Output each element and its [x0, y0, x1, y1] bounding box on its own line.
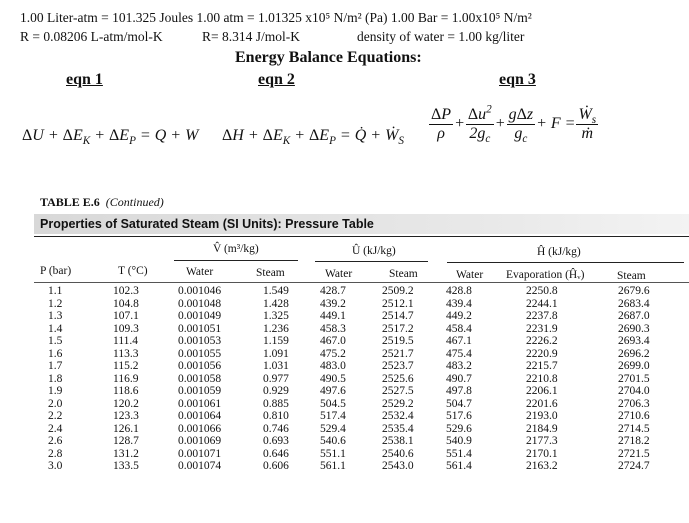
col-header-v-water: Water — [186, 266, 214, 278]
table-title: Properties of Saturated Steam (SI Units): Pressure Table — [40, 217, 374, 231]
cell-h-evaporation: 2244.1 — [526, 297, 558, 310]
cell-v-steam: 0.693 — [263, 435, 289, 447]
cell-v-water: 0.001048 — [178, 297, 222, 310]
cell-h-evaporation: 2206.1 — [526, 385, 558, 397]
cell-v-water: 0.001069 — [178, 435, 222, 447]
table-row — [48, 460, 668, 473]
cell-temperature: 109.3 — [113, 322, 139, 335]
cell-pressure: 1.1 — [48, 285, 63, 297]
cell-temperature: 126.1 — [113, 422, 139, 435]
table-row — [48, 285, 668, 298]
cell-v-water: 0.001046 — [178, 285, 222, 297]
cell-h-steam: 2721.5 — [618, 447, 650, 460]
cell-h-evaporation: 2210.8 — [526, 372, 558, 385]
cell-u-water: 540.6 — [320, 435, 346, 447]
cell-h-water: 517.6 — [446, 410, 472, 422]
unit-conversions-line: 1.00 Liter-atm = 101.325 Joules 1.00 atm = 1.01325 x10⁵ N/m² (Pa) 1.00 Bar = 1.00x10⁵ N/m² — [20, 10, 532, 25]
col-header-h-water: Water — [456, 269, 484, 281]
cell-h-evaporation: 2184.9 — [526, 422, 558, 435]
cell-temperature: 116.9 — [113, 372, 139, 385]
cell-h-steam: 2696.2 — [618, 347, 650, 360]
cell-v-water: 0.001053 — [178, 335, 222, 347]
cell-u-steam: 2523.7 — [382, 360, 414, 372]
cell-h-evaporation: 2215.7 — [526, 360, 558, 372]
cell-h-steam: 2710.6 — [618, 410, 650, 422]
cell-v-water: 0.001058 — [178, 372, 222, 385]
table-number-text: TABLE E.6 — [40, 195, 100, 209]
cell-v-water: 0.001049 — [178, 310, 222, 322]
cell-v-water: 0.001055 — [178, 347, 222, 360]
cell-h-water: 490.7 — [446, 372, 472, 385]
col-header-pressure: P (bar) — [40, 265, 72, 277]
cell-u-steam: 2543.0 — [382, 460, 414, 472]
table-continued: (Continued) — [105, 195, 164, 209]
cell-h-steam: 2718.2 — [618, 435, 650, 447]
cell-pressure: 1.5 — [48, 335, 63, 347]
col-header-h-steam: Steam — [617, 270, 646, 282]
cell-h-steam: 2687.0 — [618, 310, 650, 322]
cell-h-evaporation: 2201.6 — [526, 397, 558, 410]
cell-temperature: 128.7 — [113, 435, 139, 447]
table-row — [48, 335, 668, 348]
cell-h-steam: 2724.7 — [618, 460, 650, 472]
header-internal-energy: Û (kJ/kg) — [352, 245, 396, 257]
cell-h-water: 561.4 — [446, 460, 472, 472]
cell-h-steam: 2693.4 — [618, 335, 650, 347]
cell-u-water: 529.4 — [320, 422, 346, 435]
cell-temperature: 131.2 — [113, 447, 139, 460]
cell-u-steam: 2519.5 — [382, 335, 414, 347]
cell-v-water: 0.001059 — [178, 385, 222, 397]
cell-h-evaporation: 2163.2 — [526, 460, 558, 472]
cell-v-water: 0.001061 — [178, 397, 222, 410]
eqn1-label: eqn 1 — [66, 71, 103, 88]
col-header-temperature: T (°C) — [118, 265, 148, 277]
gas-constant-jmol: R= 8.314 J/mol-K — [202, 29, 300, 44]
cell-temperature: 123.3 — [113, 410, 139, 422]
eqn3-label: eqn 3 — [499, 71, 536, 88]
cell-temperature: 111.4 — [113, 335, 139, 347]
cell-h-steam: 2701.5 — [618, 372, 650, 385]
cell-pressure: 1.3 — [48, 310, 63, 322]
cell-temperature: 133.5 — [113, 460, 139, 472]
cell-v-water: 0.001056 — [178, 360, 222, 372]
cell-u-water: 517.4 — [320, 410, 346, 422]
cell-u-steam: 2540.6 — [382, 447, 414, 460]
cell-u-steam: 2525.6 — [382, 372, 414, 385]
cell-h-water: 428.8 — [446, 285, 472, 297]
cell-u-steam: 2521.7 — [382, 347, 414, 360]
cell-pressure: 2.0 — [48, 397, 63, 410]
cell-h-evaporation: 2177.3 — [526, 435, 558, 447]
cell-u-water: 458.3 — [320, 322, 346, 335]
equation-1: $\Delta U + \Delta E_K + \Delta E_P = Q + W$ — [22, 127, 199, 148]
cell-h-evaporation: 2231.9 — [526, 322, 558, 335]
cell-h-evaporation: 2250.8 — [526, 285, 558, 297]
table-row — [48, 310, 668, 323]
cell-u-water: 483.0 — [320, 360, 346, 372]
cell-v-steam: 0.646 — [263, 447, 289, 460]
table-row — [48, 398, 668, 411]
cell-u-steam: 2527.5 — [382, 385, 414, 397]
cell-pressure: 2.8 — [48, 447, 63, 460]
cell-h-evaporation: 2237.8 — [526, 310, 558, 322]
eqn2-label: eqn 2 — [258, 71, 295, 88]
cell-u-water: 449.1 — [320, 310, 346, 322]
cell-pressure: 1.2 — [48, 297, 63, 310]
cell-h-water: 449.2 — [446, 310, 472, 322]
cell-h-water: 475.4 — [446, 347, 472, 360]
cell-pressure: 1.6 — [48, 347, 63, 360]
col-header-u-steam: Steam — [389, 268, 418, 280]
cell-v-steam: 1.031 — [263, 360, 289, 372]
col-header-h-evaporation: Evaporation (Ĥᵥ) — [506, 269, 585, 281]
cell-pressure: 3.0 — [48, 460, 63, 472]
cell-u-steam: 2535.4 — [382, 422, 414, 435]
table-row — [48, 348, 668, 361]
cell-h-steam: 2714.5 — [618, 422, 650, 435]
cell-v-water: 0.001064 — [178, 410, 222, 422]
enthalpy-group-rule — [447, 262, 684, 263]
cell-h-water: 458.4 — [446, 322, 472, 335]
cell-u-water: 439.2 — [320, 297, 346, 310]
cell-h-water: 540.9 — [446, 435, 472, 447]
volume-group-rule — [174, 260, 298, 261]
cell-h-water: 529.6 — [446, 422, 472, 435]
cell-u-steam: 2514.7 — [382, 310, 414, 322]
equation-2: $\Delta H + \Delta E_K + \Delta E_P$ = Q̇ + $Ẇ_S$ — [222, 127, 404, 148]
cell-v-steam: 0.746 — [263, 422, 289, 435]
table-row — [48, 448, 668, 461]
cell-v-steam: 1.159 — [263, 335, 289, 347]
cell-v-steam: 1.549 — [263, 285, 289, 297]
cell-u-water: 490.5 — [320, 372, 346, 385]
cell-v-steam: 1.325 — [263, 310, 289, 322]
header-volume: V̂ (m³/kg) — [213, 243, 259, 255]
table-row — [48, 298, 668, 311]
cell-h-water: 497.8 — [446, 385, 472, 397]
cell-pressure: 1.8 — [48, 372, 63, 385]
cell-u-water: 561.1 — [320, 460, 346, 472]
header-bottom-rule — [34, 282, 689, 283]
steam-table — [48, 285, 668, 473]
cell-v-steam: 0.885 — [263, 397, 289, 410]
cell-u-water: 497.6 — [320, 385, 346, 397]
table-row — [48, 373, 668, 386]
col-header-u-water: Water — [325, 268, 353, 280]
cell-temperature: 113.3 — [113, 347, 139, 360]
cell-v-water: 0.001074 — [178, 460, 222, 472]
water-density: density of water = 1.00 kg/liter — [357, 29, 525, 44]
cell-u-steam: 2517.2 — [382, 322, 414, 335]
cell-h-steam: 2699.0 — [618, 360, 650, 372]
cell-u-steam: 2509.2 — [382, 285, 414, 297]
cell-u-steam: 2512.1 — [382, 297, 414, 310]
cell-pressure: 1.4 — [48, 322, 63, 335]
cell-v-steam: 0.977 — [263, 372, 289, 385]
table-row — [48, 435, 668, 448]
table-row — [48, 323, 668, 336]
cell-temperature: 120.2 — [113, 397, 139, 410]
table-row — [48, 360, 668, 373]
cell-v-steam: 0.929 — [263, 385, 289, 397]
cell-temperature: 115.2 — [113, 360, 139, 372]
cell-v-water: 0.001066 — [178, 422, 222, 435]
cell-h-water: 439.4 — [446, 297, 472, 310]
cell-h-steam: 2704.0 — [618, 385, 650, 397]
cell-h-steam: 2683.4 — [618, 297, 650, 310]
energy-balance-title: Energy Balance Equations: — [235, 49, 422, 66]
cell-h-water: 551.4 — [446, 447, 472, 460]
cell-pressure: 1.9 — [48, 385, 63, 397]
cell-h-evaporation: 2220.9 — [526, 347, 558, 360]
cell-v-steam: 0.606 — [263, 460, 289, 472]
energy-group-rule — [315, 261, 428, 262]
cell-h-steam: 2706.3 — [618, 397, 650, 410]
cell-pressure: 2.6 — [48, 435, 63, 447]
cell-v-water: 0.001051 — [178, 322, 222, 335]
cell-u-water: 551.1 — [320, 447, 346, 460]
cell-pressure: 2.2 — [48, 410, 63, 422]
header-enthalpy: Ĥ (kJ/kg) — [537, 246, 581, 258]
gas-constant-latm: R = 0.08206 L-atm/mol-K — [20, 29, 163, 44]
cell-temperature: 107.1 — [113, 310, 139, 322]
cell-u-steam: 2532.4 — [382, 410, 414, 422]
cell-v-water: 0.001071 — [178, 447, 222, 460]
cell-v-steam: 1.428 — [263, 297, 289, 310]
table-number — [40, 195, 164, 210]
cell-temperature: 104.8 — [113, 297, 139, 310]
cell-h-steam: 2690.3 — [618, 322, 650, 335]
cell-h-evaporation: 2193.0 — [526, 410, 558, 422]
cell-h-steam: 2679.6 — [618, 285, 650, 297]
cell-u-water: 428.7 — [320, 285, 346, 297]
table-row — [48, 385, 668, 398]
cell-u-water: 504.5 — [320, 397, 346, 410]
cell-v-steam: 1.091 — [263, 347, 289, 360]
cell-h-evaporation: 2226.2 — [526, 335, 558, 347]
cell-pressure: 2.4 — [48, 422, 63, 435]
equation-3: $\frac{\Delta P}{\rho}$ + $\frac{\Delta u^2}{2g_c}$ + $\frac{\text{gΔz}}{g_c}$ + F = $\frac{Ẇ_s}{ṁ}$ — [431, 103, 597, 146]
col-header-v-steam: Steam — [256, 267, 285, 279]
cell-pressure: 1.7 — [48, 360, 63, 372]
cell-v-steam: 0.810 — [263, 410, 289, 422]
cell-h-water: 483.2 — [446, 360, 472, 372]
cell-h-water: 467.1 — [446, 335, 472, 347]
cell-u-water: 467.0 — [320, 335, 346, 347]
cell-u-steam: 2538.1 — [382, 435, 414, 447]
cell-h-evaporation: 2170.1 — [526, 447, 558, 460]
table-row — [48, 423, 668, 436]
table-row — [48, 410, 668, 423]
cell-u-water: 475.2 — [320, 347, 346, 360]
cell-v-steam: 1.236 — [263, 322, 289, 335]
cell-temperature: 118.6 — [113, 385, 139, 397]
header-top-rule — [34, 236, 689, 237]
cell-temperature: 102.3 — [113, 285, 139, 297]
cell-h-water: 504.7 — [446, 397, 472, 410]
cell-u-steam: 2529.2 — [382, 397, 414, 410]
